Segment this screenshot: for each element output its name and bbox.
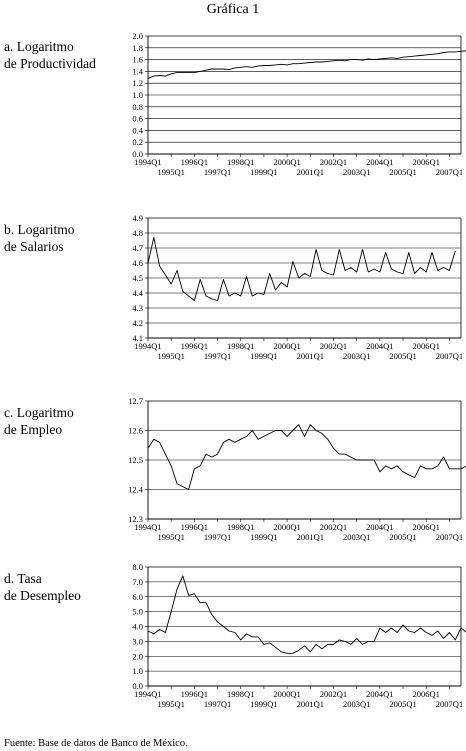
- panel-c-label-line1: c. Logaritmo: [4, 405, 74, 420]
- panel-a-label-line2: de Productividad: [4, 56, 96, 71]
- panel-d-x-tick-label-upper: 1998Q1: [227, 689, 255, 699]
- panel-a-x-tick-label-lower: 1999Q1: [250, 167, 278, 177]
- source-note: Fuente: Base de datos de Banco de México.: [4, 738, 188, 749]
- panel-d-x-tick-label-upper: 2006Q1: [412, 689, 440, 699]
- panel-b-x-tick-label-upper: 1996Q1: [180, 341, 209, 351]
- panel-b-x-tick-label-lower: 1995Q1: [157, 351, 185, 361]
- panel-c-y-tick-label: 12.4: [128, 484, 143, 495]
- panel-a-y-tick-label: 1.8: [132, 42, 143, 53]
- panel-b-x-tick-label-upper: 2002Q1: [319, 341, 348, 351]
- panel-d-y-tick-label: 4.0: [132, 621, 143, 632]
- panel-a-y-tick-label: 1.0: [132, 90, 143, 100]
- panel-a-y-tick-label: 2.0: [132, 31, 143, 41]
- panel-b-x-tick-label-upper: 2006Q1: [412, 341, 440, 351]
- panel-a-y-tick-label: 0.8: [132, 101, 143, 112]
- panel-b-x-tick-label-lower: 2007Q1: [435, 351, 464, 361]
- panel-d-label-line2: de Desempleo: [4, 588, 81, 603]
- panel-d-y-tick-label: 7.0: [132, 576, 143, 587]
- panel-c-x-tick-label-upper: 2004Q1: [366, 522, 394, 532]
- panel-c-x-tick-label-upper: 2006Q1: [412, 522, 440, 532]
- panel-b-label-line2: de Salarios: [4, 239, 64, 254]
- panel-a-y-tick-label: 0.2: [132, 137, 143, 148]
- panel-d-series-line: [148, 576, 466, 653]
- panel-c-x-tick-label-lower: 2003Q1: [342, 532, 371, 542]
- panel-c-y-tick-label: 12.7: [128, 396, 143, 406]
- panel-d-y-tick-label: 3.0: [132, 636, 143, 647]
- panel-b-x-tick-label-upper: 1994Q1: [134, 341, 162, 351]
- panel-a-y-tick-label: 0.6: [132, 113, 143, 124]
- panel-c-x-tick-label-upper: 2002Q1: [319, 522, 348, 532]
- panel-a-x-tick-label-upper: 2000Q1: [273, 157, 301, 167]
- panel-d-x-tick-label-upper: 2004Q1: [366, 689, 394, 699]
- panel-a-x-tick-label-lower: 1997Q1: [203, 167, 232, 177]
- panel-d-x-tick-label-upper: 1996Q1: [180, 689, 209, 699]
- panel-d-label-line1: d. Tasa: [4, 571, 42, 586]
- panel-d-x-tick-label-lower: 1999Q1: [250, 699, 278, 709]
- panel-b-x-tick-label-upper: 1998Q1: [227, 341, 255, 351]
- panel-a-x-tick-label-lower: 2001Q1: [296, 167, 324, 177]
- panel-b-y-tick-label: 4.6: [132, 258, 143, 268]
- panel-d-x-tick-label-lower: 1995Q1: [157, 699, 185, 709]
- panel-b-x-tick-label-lower: 2001Q1: [296, 351, 324, 361]
- panel-b-label-line1: b. Logaritmo: [4, 222, 75, 237]
- panel-a-x-tick-label-upper: 1998Q1: [227, 157, 255, 167]
- panel-c-y-tick-label: 12.6: [128, 425, 143, 436]
- panel-b-x-tick-label-upper: 2000Q1: [273, 341, 301, 351]
- panel-b-y-tick-label: 4.7: [132, 243, 143, 253]
- panel-a-x-tick-label-lower: 2007Q1: [435, 167, 464, 177]
- panel-b-x-tick-label-lower: 2003Q1: [342, 351, 371, 361]
- panel-a-series-line: [148, 47, 466, 78]
- panel-c-series-line: [148, 425, 466, 490]
- panel-c-label-line2: de Empleo: [4, 422, 63, 437]
- panel-b-y-tick-label: 4.1: [132, 333, 143, 343]
- panel-d-x-tick-label-lower: 2007Q1: [435, 699, 464, 709]
- panel-d-x-tick-label-upper: 1994Q1: [134, 689, 162, 699]
- panel-d-x-tick-label-lower: 2001Q1: [296, 699, 324, 709]
- panel-d-x-tick-label-lower: 2003Q1: [342, 699, 371, 709]
- panel-a-x-tick-label-lower: 2005Q1: [389, 167, 417, 177]
- panel-d-x-tick-label-lower: 1997Q1: [203, 699, 232, 709]
- panel-b-y-tick-label: 4.5: [132, 273, 143, 283]
- panel-a-x-tick-label-upper: 1994Q1: [134, 157, 162, 167]
- panel-d-y-tick-label: 6.0: [132, 591, 143, 602]
- panel-a-x-tick-label-upper: 2006Q1: [412, 157, 440, 167]
- panel-a-y-tick-label: 1.2: [132, 78, 143, 89]
- panel-a-y-tick-label: 0.0: [132, 149, 143, 159]
- panel-c-y-tick-label: 12.5: [128, 455, 143, 465]
- panel-d-y-tick-label: 8.0: [132, 562, 143, 572]
- panel-b-y-tick-label: 4.3: [132, 303, 143, 313]
- panel-c-x-tick-label-upper: 1996Q1: [180, 522, 209, 532]
- panel-c-x-tick-label-upper: 1998Q1: [227, 522, 255, 532]
- panel-c-x-tick-label-lower: 1995Q1: [157, 532, 185, 542]
- panel-b-y-tick-label: 4.2: [132, 318, 143, 328]
- panel-c-x-tick-label-upper: 2000Q1: [273, 522, 301, 532]
- panel-d-y-tick-label: 0.0: [132, 681, 143, 691]
- panel-a-x-tick-label-upper: 2004Q1: [366, 157, 394, 167]
- panel-d-x-tick-label-upper: 2002Q1: [319, 689, 348, 699]
- panel-c-x-tick-label-lower: 1999Q1: [250, 532, 278, 542]
- panel-b-x-tick-label-upper: 2004Q1: [366, 341, 394, 351]
- panel-d-x-tick-label-upper: 2000Q1: [273, 689, 301, 699]
- panel-c-y-tick-label: 12.3: [128, 514, 143, 524]
- panel-a-y-tick-label: 1.4: [132, 66, 143, 77]
- panel-b-x-tick-label-lower: 2005Q1: [389, 351, 417, 361]
- panel-b-series-line: [148, 238, 455, 301]
- panel-c-x-tick-label-lower: 2005Q1: [389, 532, 417, 542]
- panel-a-x-tick-label-upper: 1996Q1: [180, 157, 209, 167]
- panel-a-y-tick-label: 0.4: [132, 125, 143, 136]
- panel-d-y-tick-label: 1.0: [132, 666, 143, 677]
- panel-a-x-tick-label-lower: 1995Q1: [157, 167, 185, 177]
- panel-b-y-tick-label: 4.4: [132, 288, 143, 298]
- panel-d-x-tick-label-lower: 2005Q1: [389, 699, 417, 709]
- panel-a-x-tick-label-upper: 2002Q1: [319, 157, 348, 167]
- panel-b-y-tick-label: 4.9: [132, 213, 143, 223]
- panel-d-y-tick-label: 5.0: [132, 606, 143, 617]
- panel-a-label-line1: a. Logaritmo: [4, 39, 74, 54]
- page-title: Gráfica 1: [206, 2, 260, 17]
- panel-a-y-tick-label: 1.6: [132, 54, 143, 65]
- panel-c-x-tick-label-lower: 2007Q1: [435, 532, 464, 542]
- panel-c-x-tick-label-lower: 1997Q1: [203, 532, 232, 542]
- panel-b-y-tick-label: 4.8: [132, 228, 143, 238]
- panel-b-x-tick-label-lower: 1999Q1: [250, 351, 278, 361]
- panel-c-x-tick-label-upper: 1994Q1: [134, 522, 162, 532]
- panel-c-x-tick-label-lower: 2001Q1: [296, 532, 324, 542]
- panel-b-x-tick-label-lower: 1997Q1: [203, 351, 232, 361]
- panel-d-y-tick-label: 2.0: [132, 651, 143, 662]
- panel-a-x-tick-label-lower: 2003Q1: [342, 167, 371, 177]
